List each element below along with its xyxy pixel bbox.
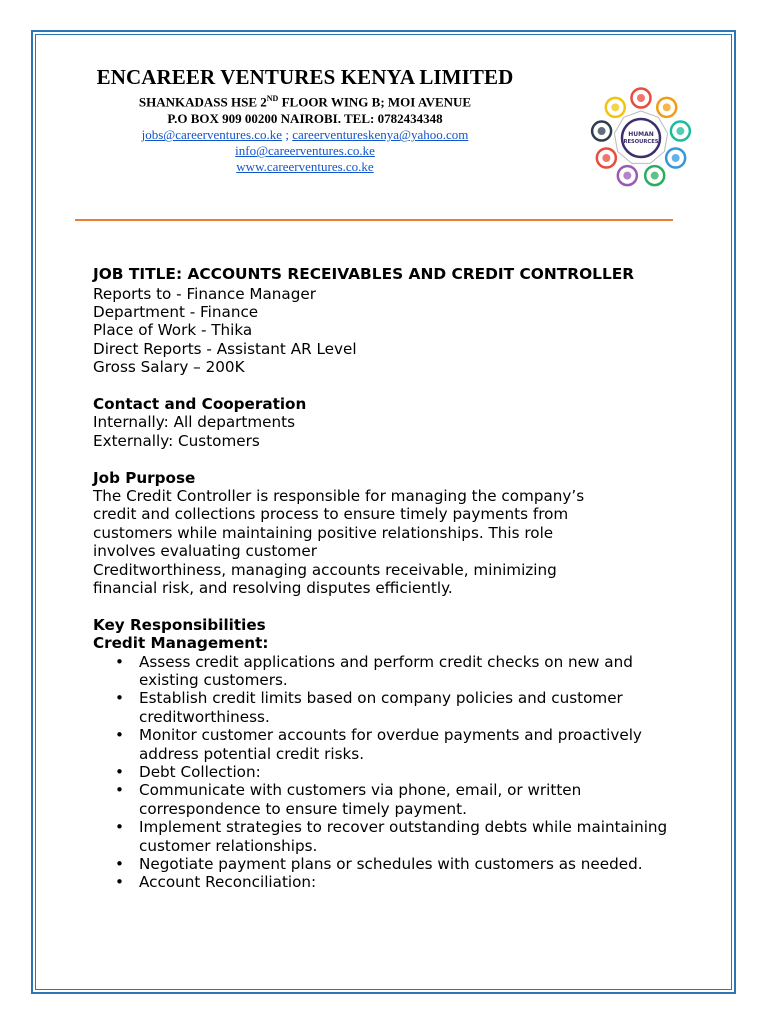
logo-node-glyph	[676, 127, 684, 135]
job-detail-label: Reports to -	[93, 284, 187, 303]
logo-node-glyph	[611, 103, 619, 111]
address-part: FLOOR WING B; MOI AVENUE	[278, 94, 472, 110]
job-description	[93, 265, 693, 892]
logo-node-glyph	[651, 172, 659, 180]
job-detail-value: Assistant AR Level	[216, 339, 357, 358]
address-part: SHANKADASS HSE 2	[138, 94, 267, 110]
company-name: ENCAREER VENTURES KENYA LIMITED	[96, 65, 514, 89]
human-resources-logo	[584, 86, 698, 190]
letterhead	[60, 64, 550, 175]
job-detail-value: Finance	[200, 302, 259, 321]
job-detail-label: Place of Work -	[93, 321, 212, 340]
contact-internal: Internally: All departments	[93, 413, 295, 432]
job-title: JOB TITLE: ACCOUNTS RECEIVABLES AND CREDIT CONTROLLER	[93, 265, 635, 283]
email-line	[60, 127, 550, 143]
list-item: • Assess credit applications and perform credit checks on new and existing customers.	[93, 653, 693, 690]
job-detail-label: Department -	[93, 302, 201, 321]
job-detail-row	[93, 285, 693, 303]
logo-node-glyph	[672, 154, 680, 162]
list-item: • Establish credit limits based on company policies and customer creditworthiness.	[93, 689, 693, 726]
responsibilities-list	[93, 653, 693, 892]
list-item: • Monitor customer accounts for overdue payments and proactively address potential credit risks.	[93, 726, 693, 763]
logo-node-glyph	[598, 127, 606, 135]
logo-node-glyph	[602, 154, 610, 162]
logo-connector	[624, 111, 641, 117]
email-link-info[interactable]: info@careerventures.co.ke	[235, 143, 375, 159]
logo-text-line2: RESOURCES	[623, 139, 659, 145]
info-email-line	[60, 143, 550, 159]
email-link-jobs[interactable]: jobs@careerventures.co.ke	[141, 127, 283, 143]
purpose-line: involves evaluating customer	[93, 542, 317, 561]
job-details	[93, 285, 693, 359]
logo-node-glyph	[623, 172, 631, 180]
purpose-line: financial risk, and resolving disputes efficiently.	[93, 578, 453, 597]
list-item: • Implement strategies to recover outstanding debts while maintaining customer relationships.	[93, 818, 693, 855]
header-divider	[75, 219, 673, 221]
logo-center-circle	[622, 119, 660, 157]
job-detail-row	[93, 303, 693, 321]
list-item: • Communicate with customers via phone, email, or written correspondence to ensure timely payment.	[93, 781, 693, 818]
job-detail-value: Thika	[211, 321, 253, 340]
purpose-line: customers while maintaining positive relationships. This role	[93, 523, 554, 542]
postal-address: P.O BOX 909 00200 NAIROBI. TEL: 0782434348	[167, 111, 443, 127]
job-detail-value: Finance Manager	[186, 284, 316, 303]
job-detail-label: Direct Reports -	[93, 339, 217, 358]
job-detail-row	[93, 321, 693, 339]
credit-management-heading: Credit Management:	[93, 634, 269, 653]
address-superscript: ND	[266, 94, 279, 103]
logo-node-glyph	[663, 103, 671, 111]
purpose-line: Creditworthiness, managing accounts receivable, minimizing	[93, 560, 557, 579]
logo-node-glyph	[637, 94, 645, 102]
purpose-line: The Credit Controller is responsible for managing the company’s	[93, 486, 585, 505]
list-item: • Account Reconciliation:	[93, 873, 693, 891]
logo-connector	[664, 133, 667, 151]
logo-connector	[614, 133, 617, 151]
responsibilities-heading: Key Responsibilities	[93, 615, 266, 634]
logo-connector	[641, 111, 658, 117]
email-link-yahoo[interactable]: careerventureskenya@yahoo.com	[292, 127, 469, 143]
job-detail-row	[93, 340, 693, 358]
gross-salary: Gross Salary – 200K	[93, 358, 245, 377]
list-item: • Debt Collection:	[93, 763, 693, 781]
website-link[interactable]: www.careerventures.co.ke	[236, 159, 374, 175]
contact-heading: Contact and Cooperation	[93, 394, 307, 413]
purpose-line: credit and collections process to ensure timely payments from	[93, 505, 569, 524]
contact-external: Externally: Customers	[93, 431, 260, 450]
list-item: • Negotiate payment plans or schedules with customers as needed.	[93, 855, 693, 873]
email-separator: ;	[282, 127, 293, 143]
purpose-text	[93, 487, 693, 597]
logo-text-line1: HUMAN	[628, 131, 654, 138]
website-line	[60, 159, 550, 175]
street-address	[60, 90, 550, 110]
purpose-heading: Job Purpose	[93, 468, 196, 487]
